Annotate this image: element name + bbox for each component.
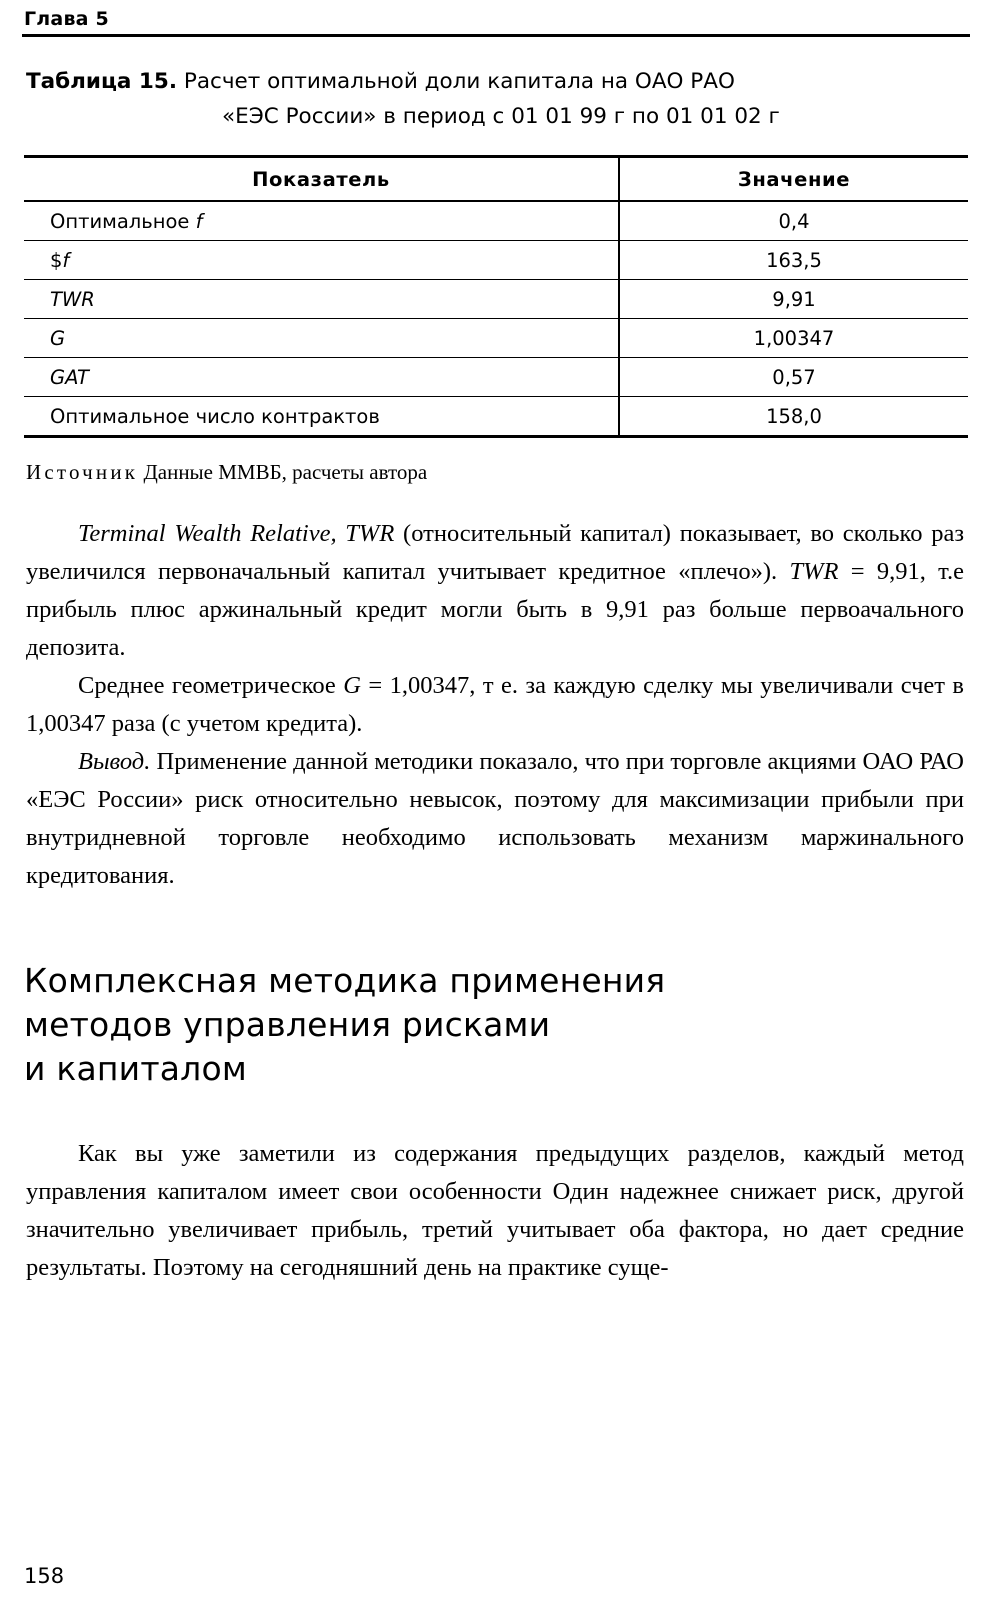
running-head-rule: [22, 34, 970, 37]
table-row: [24, 319, 968, 358]
cell-value: 0,57: [772, 365, 816, 389]
term-twr-2: TWR: [789, 558, 839, 585]
table-head: [24, 157, 968, 202]
conclusion-text: Применение данной методики показало, что при торговле акциями ОАО РАО «ЕЭС России» риск относительно невысок, поэтому для максимизации прибыли при внутридневной торговле необходимо использовать механизм маржинального кредитования.: [26, 748, 964, 889]
cell-symbol: f: [62, 248, 70, 272]
column-header-indicator: Показатель: [24, 157, 619, 202]
cell-indicator: [24, 241, 619, 280]
table-row: [24, 358, 968, 397]
paragraph-twr-rest: (относительный капитал) показывает, во сколько раз увеличился первоначальный капитал учитывает кредитное «плечо»).: [26, 520, 964, 585]
table-source-note: [26, 460, 970, 485]
closing-text: [22, 1135, 970, 1287]
section-heading-line1: Комплексная методика применения: [24, 961, 666, 1000]
cell-text: Оптимальное число контрактов: [50, 404, 380, 428]
cell-value: 0,4: [778, 209, 810, 233]
label-conclusion: Вывод.: [78, 748, 151, 775]
term-g: G: [343, 672, 361, 699]
column-header-value: Значение: [737, 167, 851, 191]
term-twr: Terminal Wealth Relative, TWR: [78, 520, 395, 547]
optimal-capital-table: [24, 155, 968, 438]
cell-indicator: [24, 397, 619, 437]
cell-indicator: [24, 319, 619, 358]
cell-symbol: G: [50, 326, 66, 350]
source-text: Данные ММВБ, расчеты автора: [143, 460, 428, 484]
paragraph-twr-rest2: = 9,91, т.е прибыль плюс аржинальный кредит могли быть в 9,91 раз больше первоачального депозита.: [26, 558, 964, 661]
page-number: 158: [24, 1564, 65, 1588]
cell-value: 1,00347: [753, 326, 835, 350]
paragraph-geometric-mean: [26, 667, 964, 743]
geomean-text-a: Среднее геометрическое: [78, 672, 344, 699]
table-row: [24, 201, 968, 241]
section-heading-line2: методов управления рисками: [24, 1005, 551, 1044]
paragraph-conclusion: [26, 743, 964, 895]
cell-indicator: [24, 358, 619, 397]
cell-value: 158,0: [766, 404, 822, 428]
table-caption-line1: Расчет оптимальной доли капитала на ОАО РАО: [183, 69, 735, 94]
table-caption-line2: «ЕЭС России» в период с 01 01 99 г по 01 01 02 г: [222, 104, 780, 129]
cell-symbol: f: [195, 209, 203, 233]
table-caption-label: Таблица 15.: [26, 69, 178, 94]
body-text: [22, 515, 970, 895]
running-head: Глава 5: [24, 8, 109, 30]
table-header-row: [24, 157, 968, 202]
section-heading-line3: и капиталом: [24, 1049, 247, 1088]
cell-text: Оптимальное: [50, 209, 196, 233]
cell-symbol: GAT: [50, 365, 89, 389]
paragraph-twr: [26, 515, 964, 667]
table-row: [24, 397, 968, 437]
table-row: [24, 241, 968, 280]
table-body: [24, 201, 968, 437]
cell-value: 163,5: [766, 248, 822, 272]
cell-indicator: [24, 280, 619, 319]
closing-paragraph: Как вы уже заметили из содержания предыдущих разделов, каждый метод управления капиталом имеет свои особенности Один надежнее снижает риск, другой значительно увеличивает прибыль, третий учитывает оба фактора, но дает средние результаты. Поэтому на сегодняшний день на практике суще-: [26, 1140, 964, 1281]
table-caption: [22, 65, 970, 133]
geomean-text-b: = 1,00347, т е. за каждую сделку мы увеличивали счет в 1,00347 раза (с учетом кредита).: [26, 672, 964, 737]
section-heading: [24, 959, 970, 1091]
cell-text: $: [50, 248, 63, 272]
cell-value: 9,91: [772, 287, 816, 311]
cell-indicator: [24, 201, 619, 241]
cell-symbol: TWR: [50, 287, 95, 311]
source-label: Источник: [26, 460, 139, 484]
table-row: [24, 280, 968, 319]
